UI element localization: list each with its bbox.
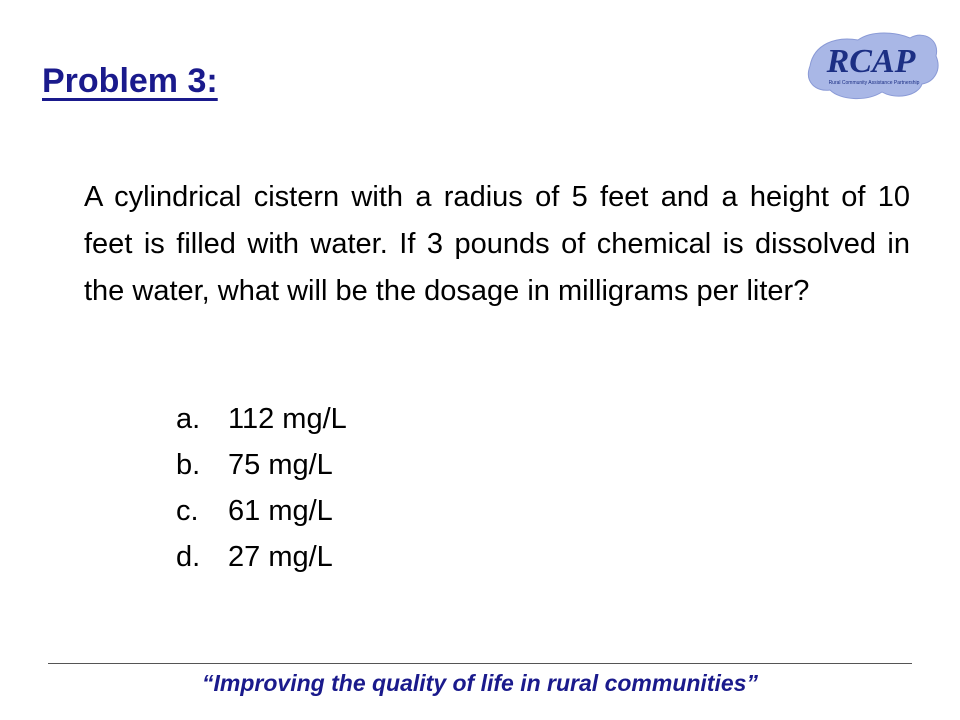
footer-tagline: “Improving the quality of life in rural communities” bbox=[202, 670, 758, 696]
answer-letter: a. bbox=[176, 403, 201, 435]
answer-letter: c. bbox=[176, 495, 199, 527]
logo-wordmark: RCAP bbox=[826, 43, 916, 80]
answer-letter: d. bbox=[176, 541, 201, 573]
answer-text: 75 mg/L bbox=[228, 449, 333, 481]
footer-divider bbox=[48, 663, 912, 664]
logo-subtitle: Rural Community Assistance Partnership bbox=[828, 80, 920, 86]
answer-text: 61 mg/L bbox=[228, 495, 333, 527]
answer-choices bbox=[176, 396, 347, 580]
answer-text: 27 mg/L bbox=[228, 541, 333, 573]
answer-choice-c bbox=[176, 488, 347, 534]
problem-statement: A cylindrical cistern with a radius of 5 feet and a height of 10 feet is filled with water. If 3 pounds of chemical is dissolved in the water, what will be the dosage in milligrams per liter? bbox=[84, 181, 910, 307]
rcap-logo bbox=[800, 26, 942, 104]
answer-choice-a bbox=[176, 396, 347, 442]
slide-title: Problem 3: bbox=[42, 62, 218, 100]
answer-choice-b bbox=[176, 442, 347, 488]
answer-letter: b. bbox=[176, 449, 201, 481]
answer-text: 112 mg/L bbox=[228, 403, 347, 435]
answer-choice-d bbox=[176, 534, 347, 580]
